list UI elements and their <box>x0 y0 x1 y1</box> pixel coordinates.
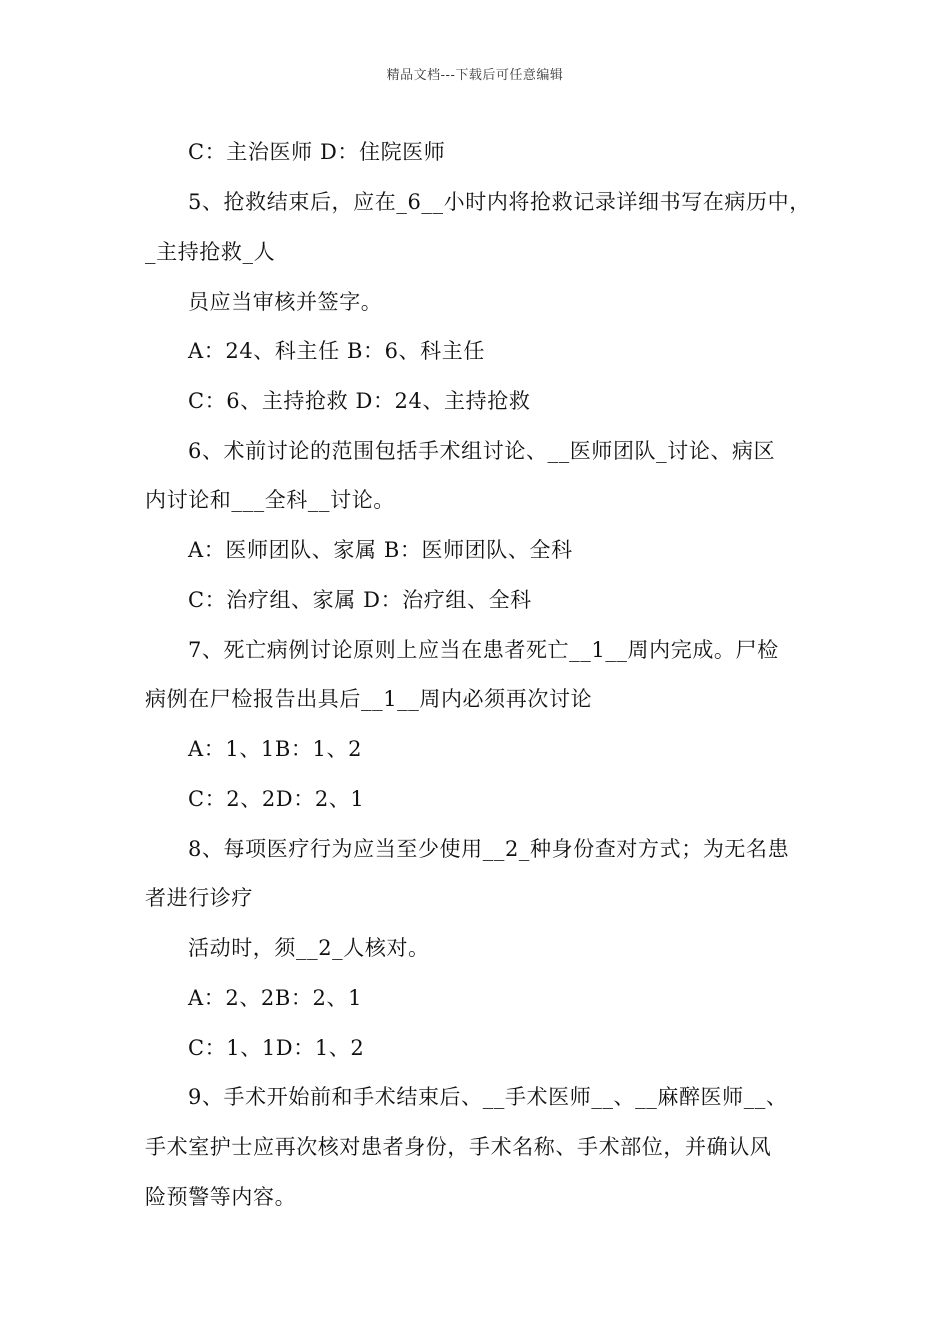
option-line: A：1、1B：1、2 <box>188 737 363 761</box>
question-continuation: 活动时，须__2_人核对。 <box>188 936 430 960</box>
question-continuation: _主持抢救_人 <box>145 240 276 264</box>
page-header: 精品文档---下载后可任意编辑 <box>386 68 564 83</box>
question-continuation: 内讨论和___全科__讨论。 <box>145 488 395 512</box>
option-line: A：医师团队、家属 B：医师团队、全科 <box>188 538 573 562</box>
question-line: 5、抢救结束后，应在_6__小时内将抢救记录详细书写在病历中， <box>188 190 811 214</box>
question-continuation: 员应当审核并签字。 <box>188 290 383 314</box>
option-line: C：6、主持抢救 D：24、主持抢救 <box>188 389 531 413</box>
question-continuation: 险预警等内容。 <box>145 1185 297 1209</box>
question-continuation: 手术室护士应再次核对患者身份，手术名称、手术部位，并确认风 <box>145 1135 772 1159</box>
option-line: C：主治医师 D：住院医师 <box>188 140 446 164</box>
option-line: A：2、2B：2、1 <box>188 986 363 1010</box>
option-line: C：2、2D：2、1 <box>188 787 365 811</box>
option-line: C：治疗组、家属 D：治疗组、全科 <box>188 588 532 612</box>
option-line: C：1、1D：1、2 <box>188 1036 365 1060</box>
question-line: 7、死亡病例讨论原则上应当在患者死亡__1__周内完成。尸检 <box>188 638 779 662</box>
question-line: 8、每项医疗行为应当至少使用__2_种身份查对方式；为无名患 <box>188 837 790 861</box>
question-continuation: 者进行诊疗 <box>145 886 253 910</box>
option-line: A：24、科主任 B：6、科主任 <box>188 339 485 363</box>
question-line: 9、手术开始前和手术结束后、__手术医师__、__麻醉医师__、 <box>188 1085 788 1109</box>
question-line: 6、术前讨论的范围包括手术组讨论、__医师团队_讨论、病区 <box>188 439 776 463</box>
question-continuation: 病例在尸检报告出具后__1__周内必须再次讨论 <box>145 687 593 711</box>
